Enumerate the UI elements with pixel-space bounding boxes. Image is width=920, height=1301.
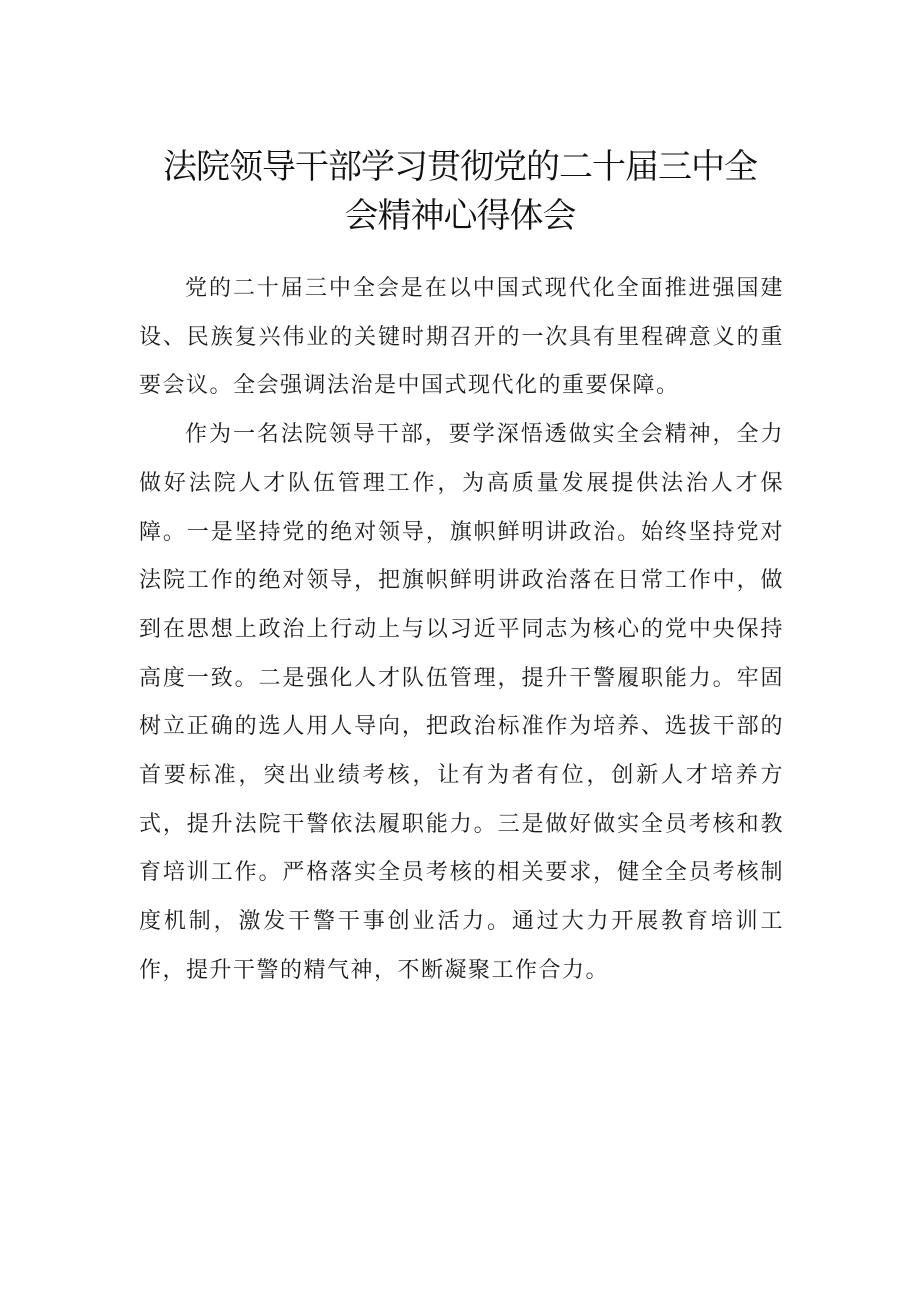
title-line-1: 法院领导干部学习贯彻党的二十届三中全: [163, 147, 757, 187]
document-title: [140, 143, 780, 241]
paragraph-1: 党的二十届三中全会是在以中国式现代化全面推进强国建设、民族复兴伟业的关键时期召开的一次具有里程碑意义的重要会议。全会强调法治是中国式现代化的重要保障。: [139, 276, 784, 399]
document-body: [139, 265, 784, 996]
title-line-2: 会精神心得体会: [344, 196, 576, 236]
paragraph-2: 作为一名法院领导干部，要学深悟透做实全会精神，全力做好法院人才队伍管理工作，为高质量发展提供法治人才保障。一是坚持党的绝对领导，旗帜鲜明讲政治。始终坚持党对法院工作的绝对领导，把旗帜鲜明讲政治落在日常工作中，做到在思想上政治上行动上与以习近平同志为核心的党中央保持高度一致。二是强化人才队伍管理，提升干警履职能力。牢固树立正确的选人用人导向，把政治标准作为培养、选拔干部的首要标准，突出业绩考核，让有为者有位，创新人才培养方式，提升法院干警依法履职能力。三是做好做实全员考核和教育培训工作。严格落实全员考核的相关要求，健全全员考核制度机制，激发干警干事创业活力。通过大力开展教育培训工作，提升干警的精气神，不断凝聚工作合力。: [139, 422, 784, 983]
